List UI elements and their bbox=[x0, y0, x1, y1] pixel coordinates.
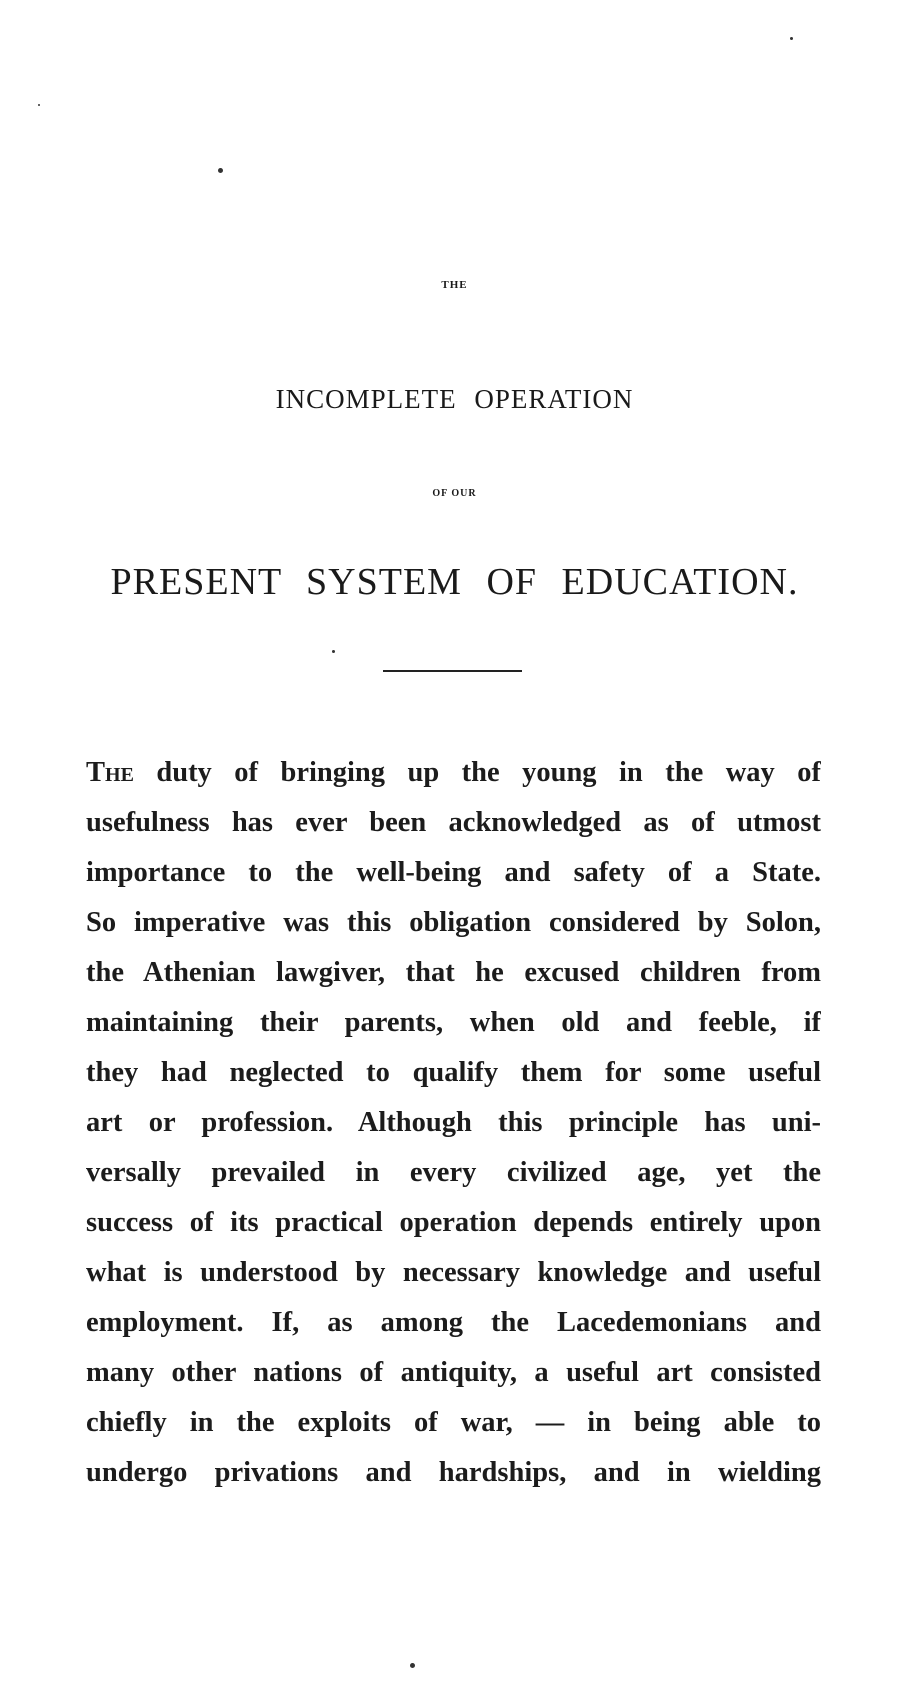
text-line: art or profession. Although this principle has uni- bbox=[86, 1107, 821, 1138]
title-incomplete-operation: INCOMPLETE OPERATION bbox=[275, 384, 634, 414]
text-line: So imperative was this obligation considered by Solon, bbox=[86, 907, 821, 938]
text-line: The duty of bringing up the young in the way of bbox=[86, 757, 821, 788]
scan-speck bbox=[332, 650, 335, 653]
title-divider bbox=[383, 670, 522, 672]
body-paragraph bbox=[86, 748, 821, 1498]
text-line: maintaining their parents, when old and feeble, if bbox=[86, 1007, 821, 1038]
text-line: employment. If, as among the Lacedemonians and bbox=[86, 1307, 821, 1338]
page-title: PRESENT SYSTEM OF EDUCATION. bbox=[110, 561, 799, 603]
text-line: the Athenian lawgiver, that he excused children from bbox=[86, 957, 821, 988]
first-word: The bbox=[86, 757, 134, 788]
title-of-our: OF OUR bbox=[432, 488, 477, 499]
text-line: they had neglected to qualify them for some useful bbox=[86, 1057, 821, 1088]
text-line: usefulness has ever been acknowledged as of utmost bbox=[86, 807, 821, 838]
scan-speck bbox=[790, 37, 793, 40]
text-line: importance to the well-being and safety of a State. bbox=[86, 857, 821, 888]
title-the: THE bbox=[441, 279, 468, 291]
text-line: many other nations of antiquity, a useful art consisted bbox=[86, 1357, 821, 1388]
text-line: versally prevailed in every civilized age, yet the bbox=[86, 1157, 821, 1188]
text-line: what is understood by necessary knowledge and useful bbox=[86, 1257, 821, 1288]
scan-speck bbox=[218, 168, 223, 173]
scan-speck bbox=[38, 104, 40, 106]
text-line: chiefly in the exploits of war, — in being able to bbox=[86, 1407, 821, 1438]
text-line: undergo privations and hardships, and in wielding bbox=[86, 1457, 821, 1488]
text-line: success of its practical operation depends entirely upon bbox=[86, 1207, 821, 1238]
scan-speck bbox=[410, 1663, 415, 1668]
